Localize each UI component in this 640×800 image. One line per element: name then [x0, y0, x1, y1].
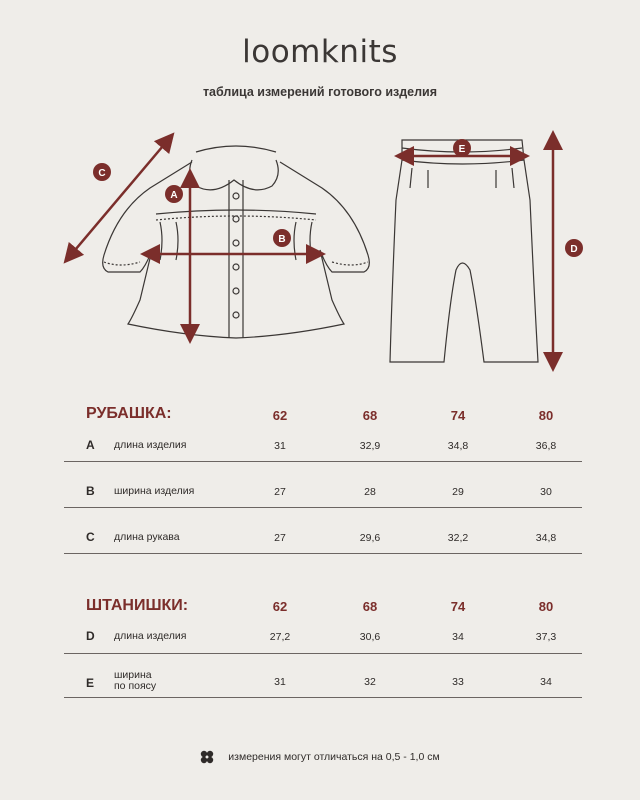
- value-62: 27,2: [269, 631, 291, 643]
- brand-logo: loomknits: [242, 34, 398, 70]
- footer-text: измерения могут отличаться на 0,5 - 1,0 см: [228, 750, 440, 763]
- value-74: 29: [452, 486, 464, 498]
- value-74: 33: [452, 676, 464, 688]
- value-80: 30: [540, 486, 552, 498]
- table-row: [64, 416, 582, 462]
- pants-size-80: 80: [538, 599, 554, 614]
- shirt-buttons: [233, 193, 239, 318]
- flower-icon: [200, 750, 214, 764]
- row-label: длина рукава: [114, 531, 180, 543]
- pants-drawing: [390, 140, 538, 362]
- shirt-size-74: 74: [450, 408, 466, 423]
- value-68: 28: [364, 486, 376, 498]
- value-74: 32,2: [447, 532, 469, 544]
- pants-section-title: ШТАНИШКИ:: [86, 597, 189, 614]
- value-62: 31: [274, 676, 286, 688]
- value-62: 27: [274, 486, 286, 498]
- value-68: 32,9: [359, 440, 381, 452]
- shirt-size-62: 62: [272, 408, 288, 423]
- value-68: 32: [364, 676, 376, 688]
- value-62: 31: [274, 440, 286, 452]
- row-letter: C: [86, 530, 95, 544]
- value-80: 34,8: [535, 532, 557, 544]
- row-letter: E: [86, 676, 95, 690]
- footer-note: [0, 750, 640, 764]
- table-row: [64, 654, 582, 698]
- table-row: [64, 608, 582, 654]
- marker-b: B: [278, 234, 286, 245]
- pants-size-74: 74: [450, 599, 466, 614]
- table-row: [64, 462, 582, 508]
- row-label: [114, 670, 214, 692]
- marker-e: E: [458, 144, 466, 155]
- row-label: ширина изделия: [114, 485, 195, 497]
- shirt-size-68: 68: [362, 408, 378, 423]
- marker-a: A: [170, 190, 178, 201]
- value-62: 27: [274, 532, 286, 544]
- row-divider: [64, 553, 582, 554]
- row-label-line2: по поясу: [114, 680, 157, 692]
- row-letter: D: [86, 629, 95, 643]
- value-80: 37,3: [535, 631, 557, 643]
- value-74: 34: [452, 631, 464, 643]
- shirt-size-80: 80: [538, 408, 554, 423]
- page-subtitle: таблица измерений готового изделия: [202, 85, 438, 99]
- row-label: длина изделия: [114, 439, 187, 451]
- marker-c: C: [98, 168, 106, 179]
- row-letter: B: [86, 484, 95, 498]
- garment-illustration: [0, 120, 640, 375]
- value-80: 34: [540, 676, 552, 688]
- pants-size-62: 62: [272, 599, 288, 614]
- row-divider: [64, 697, 582, 698]
- value-68: 30,6: [359, 631, 381, 643]
- measure-lines: [70, 140, 553, 362]
- row-letter: A: [86, 438, 95, 452]
- value-68: 29,6: [359, 532, 381, 544]
- pants-size-68: 68: [362, 599, 378, 614]
- row-label: длина изделия: [114, 630, 187, 642]
- row-label-line1: ширина: [114, 669, 152, 681]
- shirt-section-title: РУБАШКА:: [86, 405, 172, 422]
- value-80: 36,8: [535, 440, 557, 452]
- table-row: [64, 508, 582, 554]
- marker-d: D: [570, 244, 578, 255]
- value-74: 34,8: [447, 440, 469, 452]
